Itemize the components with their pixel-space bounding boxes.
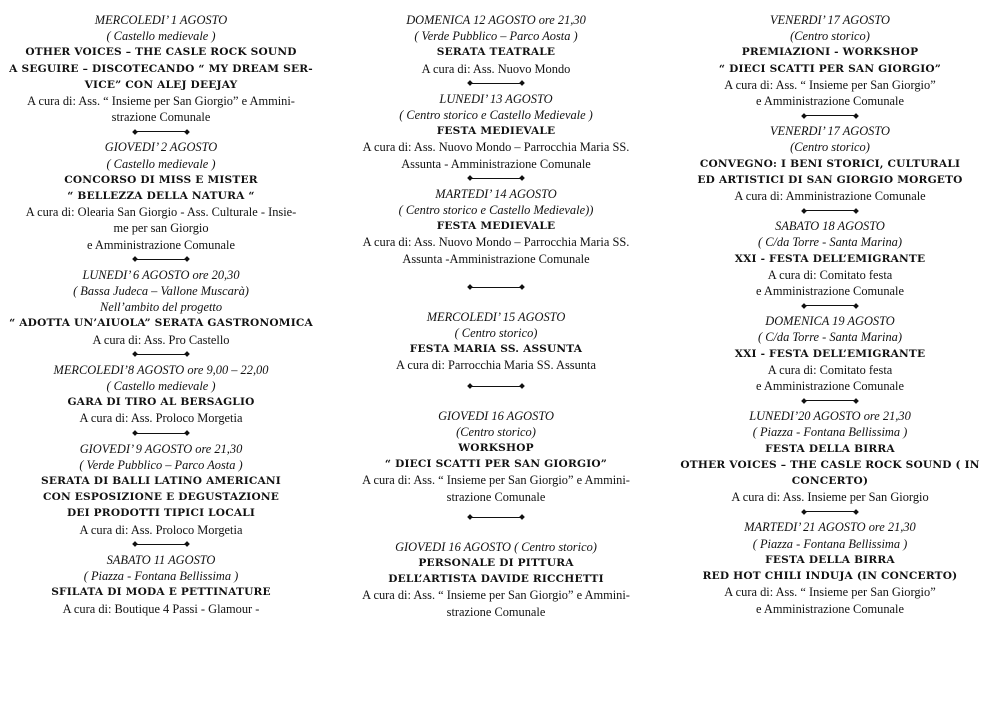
event-organizer: A cura di: Amministrazione Comunale [734, 189, 926, 204]
event-organizer: A cura di: Ass. Nuovo Mondo – Parrocchia Maria SS. [362, 235, 630, 250]
diamond-separator-icon [668, 395, 992, 406]
diamond-separator-icon [0, 539, 322, 550]
event-organizer: A cura di: Ass. “ Insieme per San Giorgio” [724, 585, 936, 600]
event-organizer: e Amministrazione Comunale [756, 379, 904, 394]
event-place: ( Piazza - Fontana Bellissima ) [752, 425, 908, 440]
diamond-separator-icon [668, 300, 992, 311]
diamond-separator-icon [334, 173, 658, 184]
event-title: FESTA DELLA BIRRA [765, 442, 895, 455]
column-2 [334, 12, 658, 620]
event-21aug [668, 519, 992, 616]
event-date: DOMENICA 12 AGOSTO ore 21,30 [406, 13, 586, 27]
event-organizer: e Amministrazione Comunale [756, 284, 904, 299]
event-organizer: Assunta -Amministrazione Comunale [402, 251, 590, 266]
event-17aug-convegno [668, 123, 992, 204]
event-organizer: A cura di: Ass. “ Insieme per San Giorgio” e Ammini- [362, 588, 630, 603]
event-12aug [334, 12, 658, 77]
event-date: GIOVEDI 16 AGOSTO [438, 408, 554, 423]
event-title: “ BELLEZZA DELLA NATURA “ [67, 190, 255, 203]
event-place: ( Verde Pubblico – Parco Aosta ) [414, 29, 578, 44]
event-date: GIOVEDI’ 9 AGOSTO ore 21,30 [79, 441, 243, 456]
diamond-separator-icon [0, 428, 322, 439]
event-14aug [334, 186, 658, 267]
event-16aug-pittura [334, 539, 658, 620]
event-organizer: A cura di: Ass. Insieme per San Giorgio [731, 490, 929, 505]
event-place: ( C/da Torre - Santa Marina) [758, 235, 902, 250]
event-organizer: A cura di: Ass. Nuovo Mondo – Parrocchia Maria SS. [362, 140, 630, 155]
event-organizer: e Amministrazione Comunale [87, 237, 235, 252]
event-date: LUNEDI’20 AGOSTO ore 21,30 [749, 409, 911, 424]
event-date: MARTEDI’ 21 AGOSTO ore 21,30 [744, 520, 916, 535]
event-title: OTHER VOICES – THE CASLE ROCK SOUND [25, 46, 297, 59]
event-title: SFILATA DI MODA E PETTINATURE [51, 586, 271, 599]
event-1aug [0, 12, 322, 125]
event-organizer: A cura di: Ass. “ Insieme per San Giorgio” e Ammini- [362, 473, 630, 488]
event-title: “ ADOTTA UN’AIUOLA” SERATA GASTRONOMICA [9, 317, 313, 330]
event-organizer: A cura di: Ass. Pro Castello [92, 332, 230, 347]
diamond-separator-icon [0, 126, 322, 137]
diamond-separator-icon [0, 349, 322, 360]
event-title: ED ARTISTICI DI SAN GIORGIO MORGETO [697, 173, 963, 186]
event-17aug-premiazioni [668, 12, 992, 109]
event-date: LUNEDI’ 6 AGOSTO ore 20,30 [82, 267, 240, 282]
event-title: SERATA DI BALLI LATINO AMERICANI [41, 475, 281, 488]
event-place: ( Castello medievale ) [106, 29, 216, 44]
event-title: CONVEGNO: I BENI STORICI, CULTURALI [699, 157, 961, 170]
event-15aug [334, 309, 658, 374]
event-organizer: A cura di: Comitato festa [767, 267, 893, 282]
event-date: GIOVEDI 16 AGOSTO ( Centro storico) [395, 539, 597, 554]
event-organizer: A cura di: Parrocchia Maria SS. Assunta [396, 358, 596, 373]
event-18aug [668, 218, 992, 299]
event-organizer: A cura di: Comitato festa [767, 362, 893, 377]
event-title: A SEGUIRE – DISCOTECANDO “ MY DREAM SER- [9, 62, 313, 75]
diamond-separator-icon [668, 506, 992, 517]
event-place: ( Piazza - Fontana Bellissima ) [83, 569, 239, 584]
column-1 [0, 12, 322, 617]
event-organizer: e Amministrazione Comunale [756, 94, 904, 109]
event-place: ( C/da Torre - Santa Marina) [758, 330, 902, 345]
event-date: MARTEDI’ 14 AGOSTO [435, 186, 557, 201]
event-organizer: e Amministrazione Comunale [756, 601, 904, 616]
event-organizer: me per san Giorgio [113, 221, 209, 236]
event-title: CON ESPOSIZIONE E DEGUSTAZIONE [42, 491, 280, 504]
diamond-separator-icon [334, 78, 658, 89]
event-6aug [0, 267, 322, 348]
event-13aug [334, 91, 658, 172]
event-place: ( Bassa Judeca – Vallone Muscarà) [73, 284, 249, 299]
event-title: OTHER VOICES – THE CASLE ROCK SOUND ( IN [680, 458, 980, 471]
event-organizer: strazione Comunale [446, 489, 546, 504]
event-organizer: A cura di: Boutique 4 Passi - Glamour - [62, 601, 260, 616]
event-title: CONCERTO) [791, 475, 869, 488]
event-date: DOMENICA 19 AGOSTO [765, 314, 895, 329]
event-place: ( Centro storico) [454, 326, 538, 341]
diamond-separator-icon [0, 254, 322, 265]
event-8aug [0, 362, 322, 427]
event-organizer: A cura di: Ass. Nuovo Mondo [421, 61, 571, 76]
event-19aug [668, 313, 992, 394]
event-place: ( Castello medievale ) [106, 156, 216, 171]
event-16aug-workshop [334, 408, 658, 505]
event-note: Nell’ambito del progetto [99, 300, 223, 315]
event-title: RED HOT CHILI INDUJA (IN CONCERTO) [702, 570, 958, 583]
event-organizer: A cura di: Ass. “ Insieme per San Giorgio” [724, 77, 936, 92]
event-title: DEI PRODOTTI TIPICI LOCALI [66, 507, 256, 520]
event-title: FESTA DELLA BIRRA [765, 553, 895, 566]
event-organizer: A cura di: Ass. Proloco Morgetia [79, 411, 243, 426]
event-date: MERCOLEDI’ 15 AGOSTO [426, 309, 566, 324]
event-20aug [668, 408, 992, 505]
diamond-separator-icon [668, 110, 992, 121]
event-11aug [0, 552, 322, 617]
event-organizer: strazione Comunale [111, 110, 211, 125]
event-organizer: strazione Comunale [446, 604, 546, 619]
column-3 [668, 12, 992, 617]
event-date: VENERDI’ 17 AGOSTO [769, 13, 890, 27]
event-title: WORKSHOP [458, 442, 534, 455]
event-place: ( Verde Pubblico – Parco Aosta ) [79, 457, 243, 472]
event-title: PREMIAZIONI - WORKSHOP [741, 46, 919, 59]
event-place: (Centro storico) [790, 29, 870, 44]
event-title: XXI - FESTA DELL’EMIGRANTE [734, 252, 926, 265]
event-title: CONCORSO DI MISS E MISTER [64, 173, 258, 186]
event-date: GIOVEDI’ 2 AGOSTO [104, 140, 218, 155]
event-title: “ DIECI SCATTI PER SAN GIORGIO” [384, 458, 608, 471]
event-title: VICE” CON ALEJ DEEJAY [84, 78, 238, 91]
diamond-separator-icon [334, 282, 658, 293]
diamond-separator-icon [334, 512, 658, 523]
event-date: VENERDI’ 17 AGOSTO [769, 124, 890, 139]
event-organizer: A cura di: Ass. “ Insieme per San Giorgio” e Ammini- [27, 94, 295, 109]
event-date: MERCOLEDI’8 AGOSTO ore 9,00 – 22,00 [53, 362, 269, 377]
event-9aug [0, 441, 322, 538]
event-place: (Centro storico) [790, 140, 870, 155]
event-title: GARA DI TIRO AL BERSAGLIO [67, 396, 255, 409]
event-date: MERCOLEDI’ 1 AGOSTO [94, 13, 228, 27]
event-organizer: Assunta - Amministrazione Comunale [401, 156, 591, 171]
event-title: PERSONALE DI PITTURA [418, 557, 574, 570]
event-title: XXI - FESTA DELL’EMIGRANTE [734, 347, 926, 360]
event-place: ( Piazza - Fontana Bellissima ) [752, 536, 908, 551]
event-date: LUNEDI’ 13 AGOSTO [439, 91, 553, 106]
event-organizer: A cura di: Ass. Proloco Morgetia [79, 522, 243, 537]
event-place: ( Castello medievale ) [106, 379, 216, 394]
diamond-separator-icon [334, 381, 658, 392]
event-title: DELL’ARTISTA DAVIDE RICCHETTI [388, 573, 604, 586]
event-title: SERATA TEATRALE [436, 46, 556, 59]
event-2aug [0, 139, 322, 252]
diamond-separator-icon [668, 205, 992, 216]
event-organizer: A cura di: Olearia San Giorgio - Ass. Culturale - Insie- [25, 205, 297, 220]
event-date: SABATO 11 AGOSTO [106, 552, 216, 567]
event-date: SABATO 18 AGOSTO [775, 219, 885, 234]
event-title: “ DIECI SCATTI PER SAN GIORGIO” [718, 62, 942, 75]
event-title: FESTA MEDIEVALE [436, 125, 556, 138]
event-place: ( Centro storico e Castello Medievale)) [398, 203, 594, 218]
event-title: FESTA MEDIEVALE [436, 220, 556, 233]
event-place: (Centro storico) [456, 424, 536, 439]
event-title: FESTA MARIA SS. ASSUNTA [409, 343, 583, 356]
event-place: ( Centro storico e Castello Medievale ) [399, 108, 593, 123]
